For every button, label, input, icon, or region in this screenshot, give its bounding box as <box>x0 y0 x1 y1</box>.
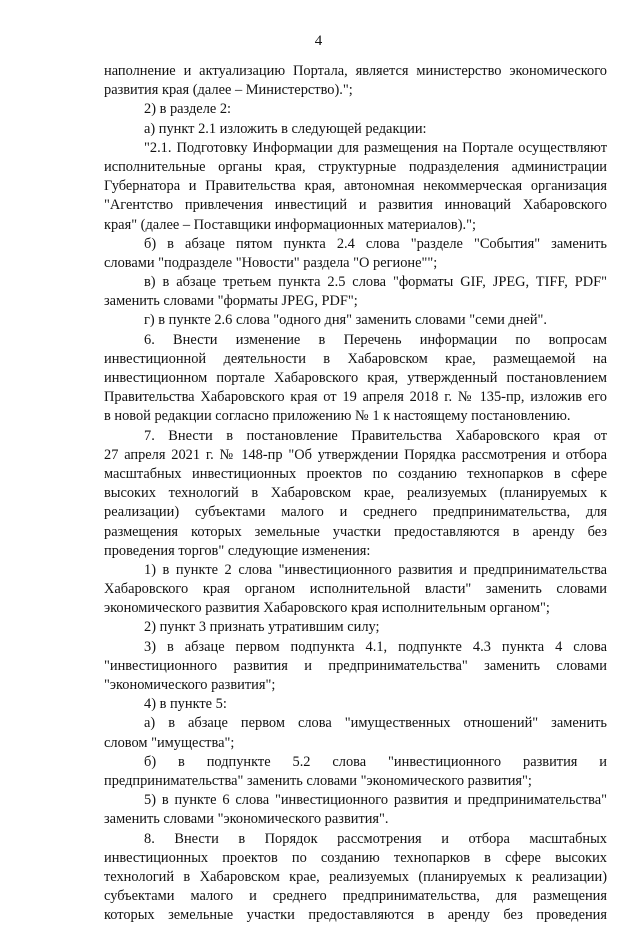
text-line: инвестиционных проектов по созданию технопарков в сфере высоких <box>104 849 607 866</box>
text-line: 8. Внести в Порядок рассмотрения и отбора масштабных <box>144 830 607 847</box>
page-number: 4 <box>314 33 323 49</box>
text-line: а) в абзаце первом слова "имущественных отношений" заменить <box>144 715 607 732</box>
text-line: размещения которых земельные участки предоставляются в аренду без <box>104 523 607 540</box>
text-line: заменить словами "экономического развития". <box>104 811 389 828</box>
text-line: инвестиционном портале Хабаровского края, утвержденный постановлением <box>104 370 607 386</box>
text-line: Правительства Хабаровского края от 19 апреля 2018 г. № 135-пр, изложив его <box>104 389 607 406</box>
text-line: б) в абзаце пятом пункта 2.4 слова "разделе "События" заменить <box>144 235 607 252</box>
text-line: проведения торгов" следующие изменения: <box>104 542 371 559</box>
text-line: высоких технологий в Хабаровском крае, реализуемых (планируемых к <box>104 485 607 502</box>
text-line: Губернатора и Правительства края, автономная некоммерческая организация <box>104 178 607 195</box>
text-line: 5) в пункте 6 слова "инвестиционного развития и предпринимательства" <box>144 792 607 809</box>
text-line: которых земельные участки предоставляются в аренду без проведения <box>104 907 607 924</box>
text-line: 3) в абзаце первом подпункта 4.1, подпункте 4.3 пункта 4 слова <box>144 638 607 655</box>
text-line: г) в пункте 2.6 слова "одного дня" заменить словами "семи дней". <box>144 312 548 329</box>
text-line: масштабных инвестиционных проектов по созданию технопарков в сфере <box>104 465 607 482</box>
text-line: словом "имущества"; <box>104 734 235 751</box>
text-line: 27 апреля 2021 г. № 148-пр "Об утверждении Порядка рассмотрения и отбора <box>104 446 607 463</box>
text-line: инвестиционной деятельности в Хабаровском крае, размещаемой на <box>104 350 607 367</box>
text-line: 2) пункт 3 признать утратившим силу; <box>144 619 380 636</box>
text-line: 2) в разделе 2: <box>144 101 232 118</box>
text-line: экономического развития Хабаровского края исполнительным органом"; <box>104 600 550 617</box>
text-line: в) в абзаце третьем пункта 2.5 слова "форматы GIF, JPEG, TIFF, PDF" <box>144 274 607 291</box>
text-line: развития края (далее – Министерство)."; <box>104 82 353 99</box>
text-line: предпринимательства" заменить словами "экономического развития"; <box>104 772 532 789</box>
text-line: 6. Внести изменение в Перечень информации по вопросам <box>144 331 607 348</box>
text-line: наполнение и актуализацию Портала, является министерство экономического <box>104 63 607 79</box>
text-line: края" (далее – Поставщики информационных материалов)."; <box>104 216 476 233</box>
text-line: "экономического развития"; <box>104 677 276 693</box>
text-line: технологий в Хабаровском крае, реализуемых (планируемых к реализации) <box>104 868 607 885</box>
text-line: а) пункт 2.1 изложить в следующей редакции: <box>144 120 427 137</box>
text-line: б) в подпункте 5.2 слова "инвестиционного развития и <box>144 753 607 770</box>
text-line: в новой редакции согласно приложению № 1 к настоящему постановлению. <box>104 408 571 425</box>
document-body <box>104 62 607 925</box>
text-line: 1) в пункте 2 слова "инвестиционного развития и предпринимательства <box>144 561 607 578</box>
text-line: исполнительные органы края, структурные подразделения администрации <box>104 158 607 175</box>
text-line: "инвестиционного развития и предпринимательства" заменить словами <box>104 657 607 674</box>
text-line: реализации) субъектами малого и среднего предпринимательства, для <box>104 504 607 521</box>
text-line: 4) в пункте 5: <box>144 696 227 713</box>
text-line: "2.1. Подготовку Информации для размещения на Портале осуществляют <box>144 139 607 156</box>
text-line: 7. Внести в постановление Правительства Хабаровского края от <box>144 427 607 444</box>
text-line: заменить словами "форматы JPEG, PDF"; <box>104 293 358 310</box>
text-line: Хабаровского края органом исполнительной власти" заменить словами <box>104 581 607 598</box>
text-line: субъектами малого и среднего предпринимательства, для размещения <box>104 888 607 905</box>
text-line: "Агентство привлечения инвестиций и развития инноваций Хабаровского <box>104 197 607 214</box>
text-line: словами "подразделе "Новости" раздела "О регионе""; <box>104 254 438 271</box>
